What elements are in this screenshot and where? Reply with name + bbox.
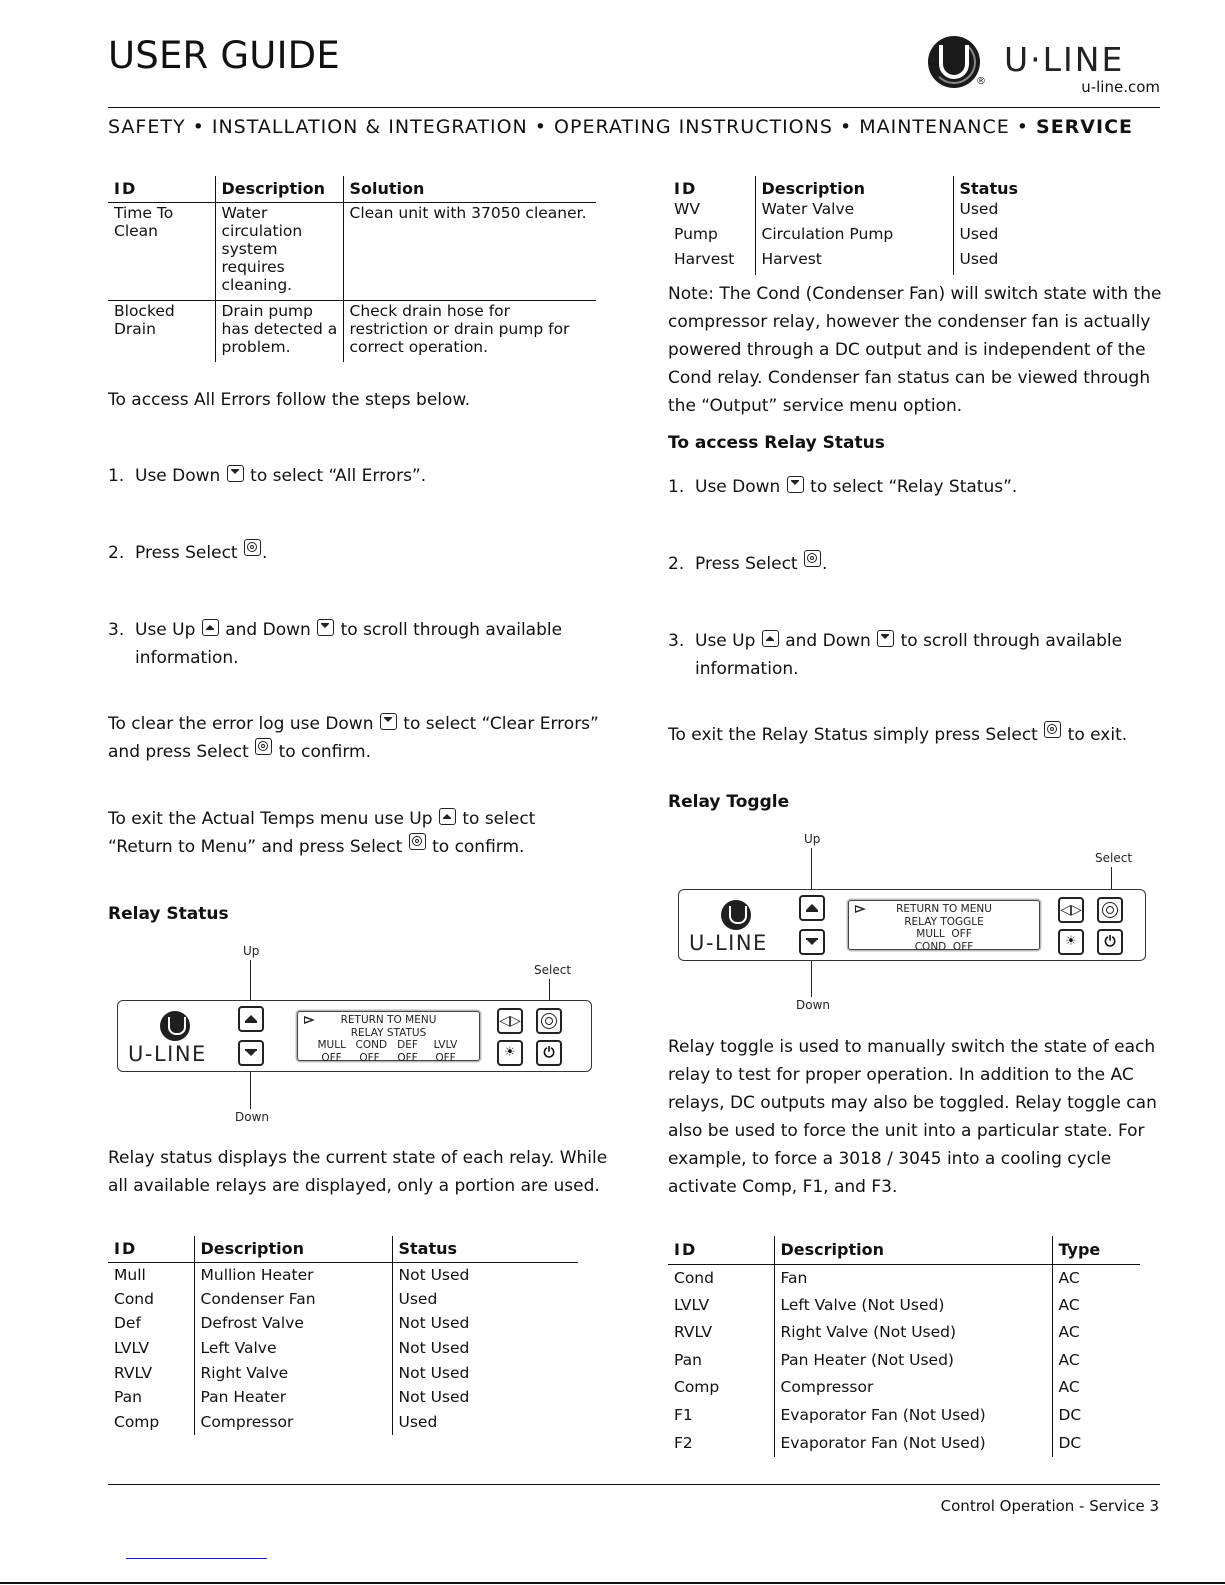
footer-rule bbox=[108, 1484, 1160, 1485]
callout-down: Down bbox=[235, 1110, 270, 1124]
table-row: Time To Clean Water circulation system requires cleaning. Clean unit with 37050 cleaner. bbox=[108, 202, 596, 300]
select-key-icon bbox=[1044, 721, 1061, 738]
up-button[interactable] bbox=[799, 895, 825, 921]
condenser-note: Note: The Cond (Condenser Fan) will switch state with the compressor relay, however the condenser fan is actually powered through a DC output and is independent of the Cond relay. Condenser fan status can be viewed through the “Output” service menu option. bbox=[668, 284, 1162, 416]
relay-status-table-continued bbox=[668, 176, 1148, 275]
relay-status-panel-diagram bbox=[108, 940, 598, 1130]
left-right-button[interactable]: ◁▷ bbox=[497, 1008, 523, 1034]
relay-status-step-3: 3. Use Up and Down to scroll through available information. bbox=[668, 631, 1123, 679]
error-table bbox=[108, 176, 596, 362]
relay-status-heading: Relay Status bbox=[108, 904, 229, 924]
cursor-arrow-icon bbox=[855, 905, 866, 913]
select-key-icon bbox=[804, 550, 821, 567]
down-key-icon bbox=[380, 713, 397, 730]
page-footer-label: Control Operation - Service 3 bbox=[940, 1497, 1159, 1515]
callout-select: Select bbox=[1095, 851, 1133, 865]
brand-logo bbox=[928, 34, 1160, 98]
lcd-display: RETURN TO MENU RELAY TOGGLE MULL OFF COND OFF bbox=[848, 900, 1040, 950]
table-header-row: ID Description Status bbox=[668, 176, 1148, 200]
link-underline[interactable] bbox=[126, 1558, 267, 1559]
table-header-row: ID Description Solution bbox=[108, 176, 596, 202]
nav-item-operating: OPERATING INSTRUCTIONS bbox=[554, 116, 833, 138]
up-key-icon bbox=[439, 808, 456, 825]
relay-status-step-1: 1. Use Down to select “Relay Status”. bbox=[668, 477, 1018, 497]
panel-brand: U-LINE bbox=[689, 931, 768, 955]
down-key-icon bbox=[317, 619, 334, 636]
page-edge-rule bbox=[0, 1582, 1225, 1584]
control-panel bbox=[678, 889, 1146, 961]
table-row: Pan Pan Heater (Not Used) AC bbox=[668, 1347, 1140, 1375]
table-row: F2 Evaporator Fan (Not Used) DC bbox=[668, 1430, 1140, 1458]
table-row: Pan Pan Heater Not Used bbox=[108, 1385, 578, 1410]
uline-logo-icon bbox=[721, 900, 751, 930]
table-row: F1 Evaporator Fan (Not Used) DC bbox=[668, 1402, 1140, 1430]
select-button[interactable] bbox=[536, 1008, 562, 1034]
nav-item-safety: SAFETY bbox=[108, 116, 186, 138]
relay-toggle-description: Relay toggle is used to manually switch the state of each relay to test for proper operation. In addition to the AC relays, DC outputs may also be toggled. Relay toggle can also be used to force the unit into a particular state. For example, to force a 3018 / 3045 into a cooling cycle activate Comp, F1, and F3. bbox=[668, 1037, 1157, 1197]
table-row: Pump Circulation Pump Used bbox=[668, 225, 1148, 250]
table-row: Harvest Harvest Used bbox=[668, 250, 1148, 275]
power-button[interactable]: ⏻ bbox=[536, 1040, 562, 1066]
table-row: WV Water Valve Used bbox=[668, 200, 1148, 225]
down-key-icon bbox=[227, 465, 244, 482]
down-button[interactable] bbox=[799, 929, 825, 955]
up-key-icon bbox=[762, 630, 779, 647]
table-row: Mull Mullion Heater Not Used bbox=[108, 1262, 578, 1287]
brand-name: U·LINE bbox=[1004, 40, 1125, 79]
exit-relay-status-instructions: To exit the Relay Status simply press Select to exit. bbox=[668, 721, 1127, 749]
relay-status-step-2: 2. Press Select . bbox=[668, 550, 827, 578]
all-errors-step-3: 3. Use Up and Down to scroll through available information. bbox=[108, 620, 563, 668]
callout-select: Select bbox=[534, 963, 572, 977]
table-row: Cond Fan AC bbox=[668, 1264, 1140, 1292]
panel-brand: U-LINE bbox=[128, 1042, 207, 1066]
cursor-arrow-icon bbox=[304, 1016, 315, 1024]
brand-url: u-line.com bbox=[1081, 78, 1160, 96]
select-key-icon bbox=[244, 539, 261, 556]
table-row: LVLV Left Valve (Not Used) AC bbox=[668, 1292, 1140, 1320]
down-key-icon bbox=[877, 630, 894, 647]
light-button[interactable]: ☀ bbox=[1058, 929, 1084, 955]
table-header-row: ID Description Status bbox=[108, 1236, 578, 1262]
left-right-button[interactable]: ◁▷ bbox=[1058, 897, 1084, 923]
uline-logo-icon bbox=[160, 1011, 190, 1041]
uline-logo-icon bbox=[928, 36, 980, 88]
lcd-display: RETURN TO MENU RELAY STATUS MULL COND DEF LVLV OFF OFF OFF OFF bbox=[297, 1011, 480, 1061]
relay-toggle-heading: Relay Toggle bbox=[668, 792, 790, 812]
select-key-icon bbox=[409, 833, 426, 850]
select-key-icon bbox=[255, 738, 272, 755]
table-row: Def Defrost Valve Not Used bbox=[108, 1311, 578, 1336]
down-key-icon bbox=[787, 476, 804, 493]
table-row: Cond Condenser Fan Used bbox=[108, 1287, 578, 1312]
page-title: USER GUIDE bbox=[108, 34, 340, 77]
header-rule bbox=[108, 107, 1160, 108]
nav-item-installation: INSTALLATION & INTEGRATION bbox=[211, 116, 528, 138]
relay-toggle-table bbox=[668, 1236, 1140, 1457]
table-row: RVLV Right Valve Not Used bbox=[108, 1361, 578, 1386]
callout-up: Up bbox=[804, 832, 821, 846]
relay-status-table bbox=[108, 1236, 578, 1435]
power-button[interactable]: ⏻ bbox=[1097, 929, 1123, 955]
all-errors-step-2: 2. Press Select . bbox=[108, 539, 267, 567]
light-button[interactable]: ☀ bbox=[497, 1040, 523, 1066]
callout-up: Up bbox=[243, 944, 260, 958]
table-row: RVLV Right Valve (Not Used) AC bbox=[668, 1319, 1140, 1347]
control-panel bbox=[117, 1000, 592, 1072]
relay-status-description: Relay status displays the current state of each relay. While all available relays are displayed, only a portion are used. bbox=[108, 1148, 608, 1196]
select-button[interactable] bbox=[1097, 897, 1123, 923]
up-button[interactable] bbox=[238, 1006, 264, 1032]
nav-item-service-active: SERVICE bbox=[1036, 116, 1134, 138]
registered-mark: ® bbox=[976, 76, 986, 87]
table-row: Comp Compressor AC bbox=[668, 1374, 1140, 1402]
table-row: Blocked Drain Drain pump has detected a problem. Check drain hose for restriction or drain pump for correct operation. bbox=[108, 300, 596, 362]
callout-down: Down bbox=[796, 998, 831, 1012]
relay-toggle-panel-diagram bbox=[668, 828, 1158, 1018]
exit-temps-instructions: To exit the Actual Temps menu use Up to select “Return to Menu” and press Select to confirm. bbox=[108, 809, 536, 857]
nav-item-maintenance: MAINTENANCE bbox=[859, 116, 1010, 138]
section-nav: SAFETY • INSTALLATION & INTEGRATION • OPERATING INSTRUCTIONS • MAINTENANCE • SERVICE bbox=[108, 116, 1134, 138]
table-header-row: ID Description Type bbox=[668, 1236, 1140, 1264]
all-errors-step-1: 1. Use Down to select “All Errors”. bbox=[108, 466, 427, 486]
access-relay-status-heading: To access Relay Status bbox=[668, 433, 885, 453]
all-errors-intro: To access All Errors follow the steps below. bbox=[108, 390, 471, 410]
table-row: LVLV Left Valve Not Used bbox=[108, 1336, 578, 1361]
down-button[interactable] bbox=[238, 1040, 264, 1066]
table-row: Comp Compressor Used bbox=[108, 1410, 578, 1435]
up-key-icon bbox=[202, 619, 219, 636]
clear-log-instructions: To clear the error log use Down to select “Clear Errors” and press Select to confirm. bbox=[108, 714, 599, 762]
